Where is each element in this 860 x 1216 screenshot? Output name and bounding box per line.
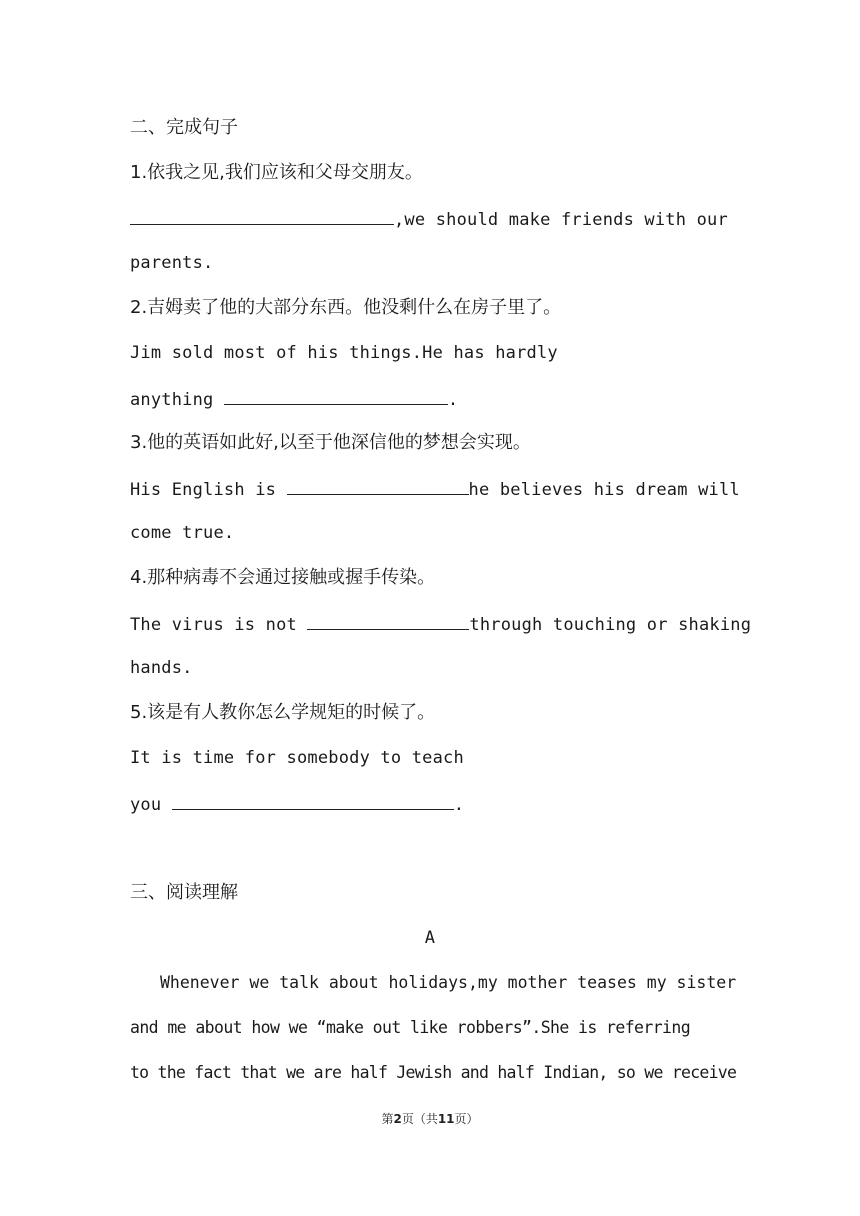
- question-2-chinese: 2.吉姆卖了他的大部分东西。他没剩什么在房子里了。: [130, 297, 562, 318]
- question-2-english-line-2: [130, 386, 730, 412]
- footer-suffix: 页）: [454, 1112, 479, 1126]
- passage-line-1: Whenever we talk about holidays,my mother teases my sister: [160, 973, 737, 992]
- question-4-chinese: 4.那种病毒不会通过接触或握手传染。: [130, 567, 436, 588]
- question-5-english-line-1: It is time for somebody to teach: [130, 748, 464, 768]
- question-1-english-line-2: parents.: [130, 253, 214, 273]
- question-3-prefix: His English is: [130, 480, 277, 500]
- question-4-prefix: The virus is not: [130, 615, 297, 635]
- question-1-text: ,we should make friends with our: [394, 210, 728, 230]
- question-1-english-line-1: [130, 206, 730, 232]
- section-title-sentence-completion: 二、完成句子: [130, 117, 238, 138]
- footer-prefix: 第: [381, 1112, 394, 1126]
- footer-page-number: 2: [393, 1112, 402, 1126]
- section-title-reading: 三、阅读理解: [130, 882, 238, 903]
- question-4-suffix: through touching or shaking: [469, 615, 752, 635]
- question-3-chinese: 3.他的英语如此好,以至于他深信他的梦想会实现。: [130, 432, 531, 453]
- question-2-suffix: .: [447, 390, 459, 410]
- answer-blank-3[interactable]: [287, 476, 469, 495]
- question-4-english-line-2: hands.: [130, 658, 193, 678]
- answer-blank-2[interactable]: [224, 386, 448, 405]
- question-3-english-line-2: come true.: [130, 523, 235, 543]
- question-5-prefix: you: [130, 795, 162, 815]
- question-5-english-line-2: [130, 791, 730, 817]
- passage-label: A: [424, 928, 436, 948]
- question-5-suffix: .: [453, 795, 465, 815]
- passage-line-3: to the fact that we are half Jewish and half Indian, so we receive: [130, 1063, 737, 1082]
- question-3-suffix: he believes his dream will: [468, 480, 740, 500]
- answer-blank-4[interactable]: [307, 611, 469, 630]
- footer-total-pages: 11: [437, 1112, 455, 1126]
- question-1-chinese: 1.依我之见,我们应该和父母交朋友。: [130, 162, 423, 183]
- footer-middle: 页（共: [401, 1112, 438, 1126]
- page-footer: [0, 1110, 860, 1127]
- question-4-english-line-1: [130, 611, 752, 637]
- answer-blank-5[interactable]: [172, 791, 454, 810]
- passage-line-2: and me about how we “make out like robbers”.She is referring: [130, 1018, 691, 1037]
- question-5-chinese: 5.该是有人教你怎么学规矩的时候了。: [130, 702, 436, 723]
- question-2-english-line-1: Jim sold most of his things.He has hardly: [130, 343, 558, 363]
- question-2-prefix: anything: [130, 390, 214, 410]
- question-3-english-line-1: [130, 476, 740, 502]
- answer-blank-1[interactable]: [130, 206, 394, 225]
